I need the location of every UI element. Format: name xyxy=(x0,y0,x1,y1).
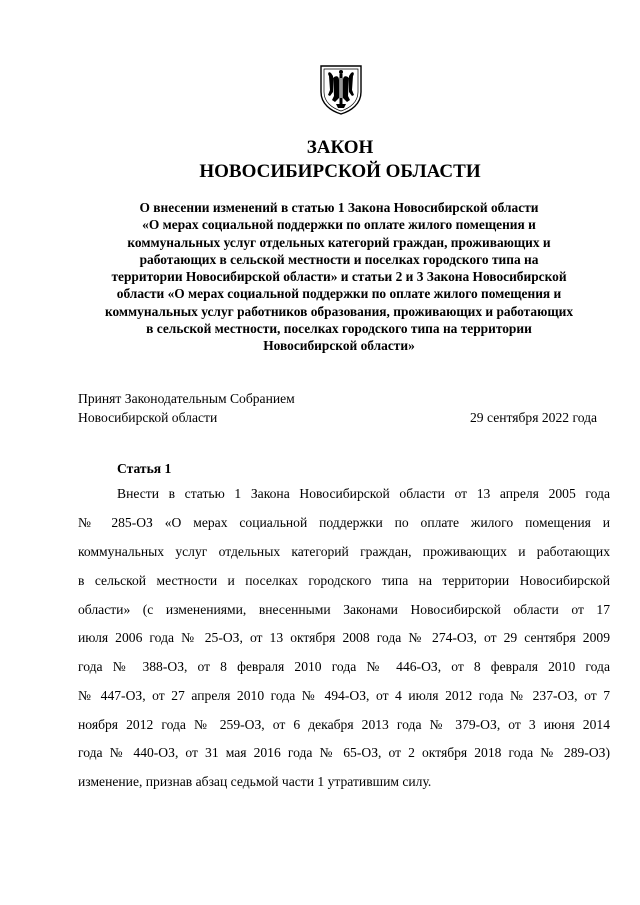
article-text-line: года № 388-ОЗ, от 8 февраля 2010 года № 446-ОЗ, от 8 февраля 2010 года xyxy=(78,659,610,674)
novosibirsk-coat-of-arms-icon xyxy=(316,62,366,116)
article-heading: Статья 1 xyxy=(117,461,172,476)
article-text-line: области» (с изменениями, внесенными Законами Новосибирской области от 17 xyxy=(78,602,610,617)
adoption-line: Принят Законодательным Собранием xyxy=(78,391,295,406)
subject-line: территории Новосибирской области» и статьи 2 и 3 Закона Новосибирской xyxy=(111,269,567,285)
article-text-line: ноября 2012 года № 259-ОЗ, от 6 декабря 2013 года № 379-ОЗ, от 3 июня 2014 xyxy=(78,717,610,732)
subject-line: в сельской местности, поселках городского типа на территории xyxy=(146,321,532,337)
document-title-region: НОВОСИБИРСКОЙ ОБЛАСТИ xyxy=(199,161,481,182)
document-title-law: ЗАКОН xyxy=(306,137,374,158)
article-text-line: июля 2006 года № 25-ОЗ, от 13 октября 2008 года № 274-ОЗ, от 29 сентября 2009 xyxy=(78,630,610,645)
article-text-line: года № 440-ОЗ, от 31 мая 2016 года № 65-ОЗ, от 2 октября 2018 года № 289-ОЗ) xyxy=(78,745,610,760)
subject-line: коммунальных услуг работников образования, проживающих и работающих xyxy=(104,303,574,319)
adoption-date: 29 сентября 2022 года xyxy=(470,410,598,425)
subject-line: работающих в сельской местности и поселках городского типа на xyxy=(139,251,539,267)
article-text-line: № 447-ОЗ, от 27 апреля 2010 года № 494-ОЗ, от 4 июля 2012 года № 237-ОЗ, от 7 xyxy=(78,688,610,703)
subject-line: коммунальных услуг отдельных категорий граждан, проживающих и xyxy=(127,234,551,250)
subject-line: Новосибирской области» xyxy=(263,338,415,354)
article-text-line: в сельской местности и поселках городского типа на территории Новосибирской xyxy=(78,573,610,588)
subject-line: области «О мерах социальной поддержки по оплате жилого помещения и xyxy=(116,286,562,302)
subject-line: О внесении изменений в статью 1 Закона Новосибирской области xyxy=(139,200,539,215)
article-text-line: изменение, признав абзац седьмой части 1 утратившим силу. xyxy=(78,774,432,789)
article-text-line: Внести в статью 1 Закона Новосибирской области от 13 апреля 2005 года xyxy=(117,486,610,501)
article-text-line: № 285-ОЗ «О мерах социальной поддержки по оплате жилого помещения и xyxy=(78,515,610,530)
adoption-statement xyxy=(78,389,295,427)
adoption-line: Новосибирской области xyxy=(78,410,218,425)
subject-line: «О мерах социальной поддержки по оплате жилого помещения и xyxy=(142,217,536,233)
document-subject xyxy=(62,199,616,355)
article-text-line: коммунальных услуг отдельных категорий граждан, проживающих и работающих xyxy=(78,544,610,559)
